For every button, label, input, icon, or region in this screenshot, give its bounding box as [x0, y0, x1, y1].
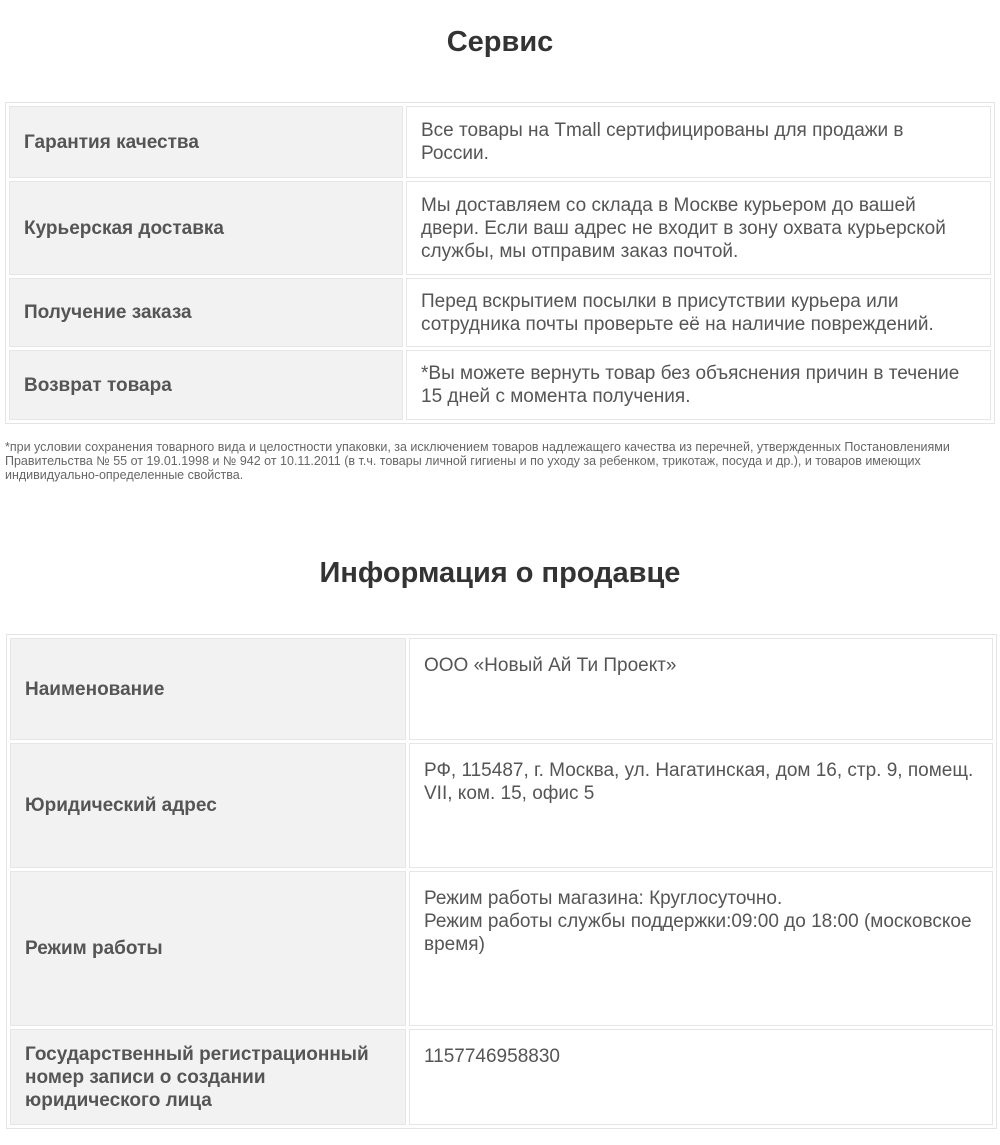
table-row	[9, 181, 991, 275]
table-row	[10, 1029, 993, 1125]
table-row	[9, 106, 991, 178]
working-hours-label: Режим работы	[10, 871, 406, 1026]
company-name-label: Наименование	[10, 638, 406, 740]
legal-address-value: РФ, 115487, г. Москва, ул. Нагатинская, дом 16, стр. 9, помещ. VII, ком. 15, офис 5	[409, 743, 993, 868]
return-conditions-footnote: *при условии сохранения товарного вида и целостности упаковки, за исключением товаров надлежащего качества из перечней, утвержденных Постановлениями Правительства № 55 от 19.01.1998 и № 942 от 10.11.2011 (в т.ч. товары личной гигиены и по уходу за ребенком, трикотаж, посуда и др.), и товаров имеющих индивидуально-определенные свойства.	[5, 440, 950, 482]
ogrn-value: 1157746958830	[409, 1029, 993, 1125]
table-row	[9, 278, 991, 347]
table-row	[10, 871, 993, 1026]
company-name-value: ООО «Новый Ай Ти Проект»	[409, 638, 993, 740]
order-receipt-value: Перед вскрытием посылки в присутствии курьера или сотрудника почты проверьте её на наличие повреждений.	[406, 278, 991, 347]
quality-guarantee-value: Все товары на Tmall сертифицированы для продажи в России.	[406, 106, 991, 178]
working-hours-value: Режим работы магазина: Круглосуточно. Режим работы службы поддержки:09:00 до 18:00 (московское время)	[409, 871, 993, 1026]
legal-address-label: Юридический адрес	[10, 743, 406, 868]
service-info-table	[5, 102, 995, 424]
seller-section-title: Информация о продавце	[319, 557, 681, 589]
courier-delivery-label: Курьерская доставка	[9, 181, 403, 275]
table-row	[10, 743, 993, 868]
order-receipt-label: Получение заказа	[9, 278, 403, 347]
ogrn-label: Государственный регистрационный номер записи о создании юридического лица	[10, 1029, 406, 1125]
product-return-label: Возврат товара	[9, 350, 403, 420]
product-return-value: *Вы можете вернуть товар без объяснения причин в течение 15 дней с момента получения.	[406, 350, 991, 420]
table-row	[9, 350, 991, 420]
seller-info-table	[6, 634, 997, 1129]
quality-guarantee-label: Гарантия качества	[9, 106, 403, 178]
service-section-title: Сервис	[446, 26, 554, 58]
courier-delivery-value: Мы доставляем со склада в Москве курьером до вашей двери. Если ваш адрес не входит в зону охвата курьерской службы, мы отправим заказ почтой.	[406, 181, 991, 275]
table-row	[10, 638, 993, 740]
